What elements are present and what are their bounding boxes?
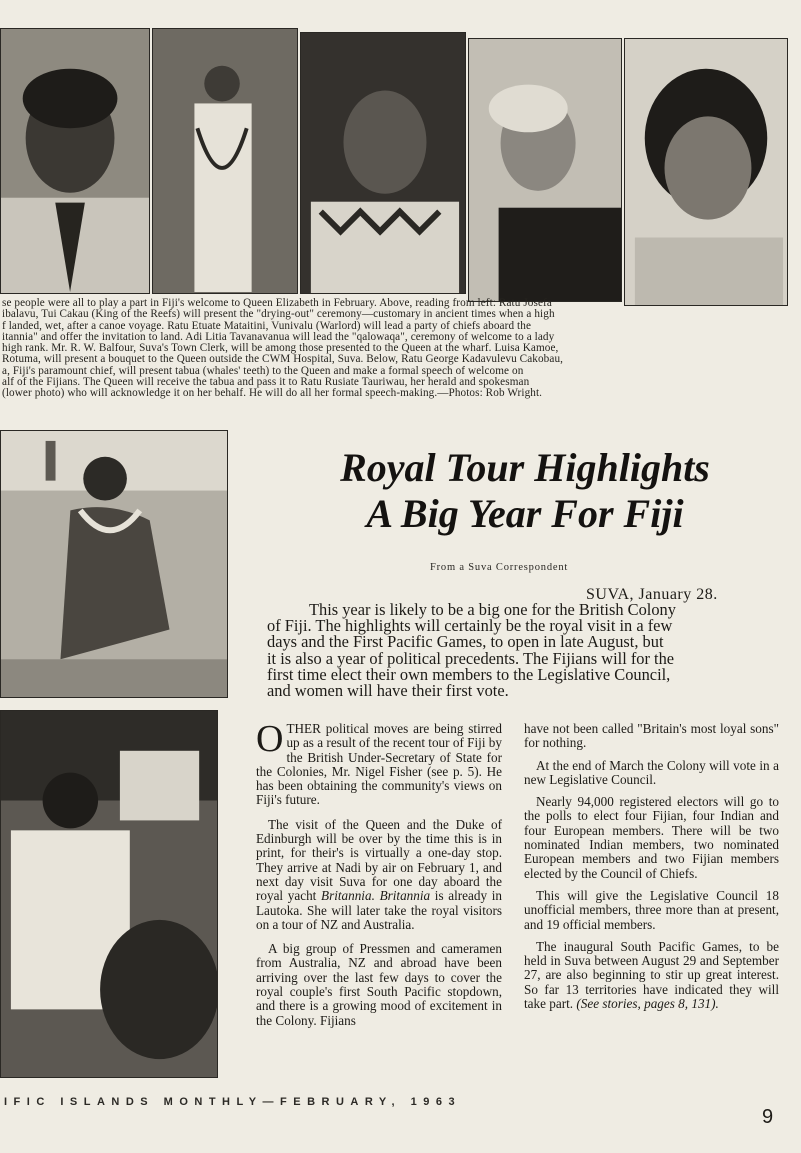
paragraph: This will give the Legislative Council 18 unofficial members, three more than at present, and 19 official members. — [524, 887, 779, 932]
yacht-name: Britannia. — [321, 888, 375, 904]
lede-line: This year is likely to be a big one for the British Colony — [309, 600, 676, 619]
paragraph — [256, 718, 502, 808]
lede-line: it is also a year of political precedents. The Fijians will for the — [267, 648, 675, 668]
caption-line: ibalavu, Tui Cakau (King of the Reefs) will present the "drying-out" ceremony—customary in ancient times when a high — [2, 309, 555, 321]
headline-line: A Big Year For Fiji — [366, 491, 684, 536]
article-column-left — [256, 718, 503, 1038]
cross-reference: (See stories, pages 8, 131). — [576, 996, 719, 1012]
lede-line: of Fiji. The highlights will certainly be the royal visit in a few — [267, 616, 673, 636]
page-number: 9 — [762, 1106, 774, 1128]
paragraph: At the end of March the Colony will vote in a new Legislative Council. — [524, 757, 779, 787]
paragraph: have not been called "Britain's most loyal sons" for nothing. — [524, 721, 779, 751]
caption-line: se people were all to play a part in Fiji's welcome to Queen Elizabeth in February. Above, reading from left: Ratu Josefa — [2, 298, 552, 309]
lede-line: and women will have their first vote. — [267, 681, 509, 701]
lede-line: first time elect their own members to the Legislative Council, — [267, 664, 671, 684]
lede-line: days and the First Pacific Games, to open in late August, but — [267, 632, 664, 652]
photo-ratu-josefa — [0, 28, 150, 294]
photo-adi-litia — [300, 32, 466, 294]
paragraph — [524, 940, 779, 1011]
photo-ratu-etuate — [152, 28, 298, 294]
drop-cap: O — [256, 718, 284, 760]
photo-mr-balfour — [468, 38, 622, 302]
caption-line: (lower photo) who will acknowledge it on her behalf. He will do all her formal speech-making.—Photos: Rob Wright. — [2, 388, 543, 400]
caption-line: a, Fiji's paramount chief, will present tabua (whales' teeth) to the Queen and make a formal speech of welcome on — [2, 365, 524, 377]
yacht-name: Britannia — [379, 888, 431, 904]
byline: From a Suva Correspondent — [430, 562, 569, 573]
paragraph-text: is already in Lautoka. She will later take the royal visitors on a tour of NZ and Australia. — [256, 888, 503, 932]
paragraph-text: The visit of the Queen and the Duke of Edinburgh will be over by the time this is in print, for their's is virtually a one-day stop. They arrive at Nadi by air on February 1, and next day visit Suva for one day aboard the royal yacht — [256, 816, 502, 904]
standing-chief-icon — [153, 29, 297, 293]
paragraph-text: THER political moves are being stirred up as a result of the recent tour of Fiji by the British Under-Secretary of State for the Colonies, Mr. Nigel Fisher (see p. 5). He has been obtaining the community's views on Fiji's future. — [256, 721, 502, 808]
dateline: SUVA, January 28. — [586, 586, 718, 603]
portrait-young-woman-icon — [625, 39, 787, 305]
photo-luisa-kamoe — [624, 38, 788, 306]
paragraph: Nearly 94,000 registered electors will go to the polls to elect four Fijian, four Indian and four European members. There will be two nominated Indian members, two nominated European members and two Fijian members elected by the Council of Chiefs. — [524, 794, 779, 881]
paragraph — [256, 818, 502, 932]
caption-line: high rank. Mr. R. W. Balfour, Suva's Town Clerk, will be among those presented to the Queen at the wharf. Luisa Kamoe, — [2, 343, 559, 355]
caption-line: itannia" and offer the invitation to land. Adi Litia Tavanavanua will lead the "qalowaqa", ceremony of welcome to a lady — [2, 331, 555, 343]
caption-line: f landed, wet, after a canoe voyage. Ratu Etuate Mataitini, Vunivalu (Warlord) will lead a party of chiefs aboard the — [2, 320, 532, 332]
caption-line: alf of the Fijians. The Queen will receive the tabua and pass it to Ratu Rusiate Tauriwau, her herald and spokesman — [2, 377, 530, 389]
article-column-right — [524, 722, 779, 1019]
photo-ratu-rusiate-tauriwau — [0, 710, 218, 1078]
caption-line: Rotuma, will present a bouquet to the Queen outside the CWM Hospital, Suva. Below, Ratu George Kadavulevu Cakobau, — [2, 354, 564, 366]
portrait-woman-icon — [301, 33, 465, 293]
portrait-man-icon — [1, 29, 149, 293]
paragraph — [256, 942, 502, 1028]
headline-line: Royal Tour Highlights — [340, 445, 710, 490]
magazine-footer: IFIC ISLANDS MONTHLY—FEBRUARY, 1963 — [4, 1096, 462, 1108]
herald-seated-icon — [1, 711, 217, 1077]
article-lede — [267, 602, 765, 699]
photo-caption — [2, 298, 792, 400]
article-headline — [260, 445, 790, 537]
portrait-wigged-man-icon — [469, 39, 621, 301]
photo-ratu-george-cakobau — [0, 430, 228, 698]
paragraph-text: The inaugural South Pacific Games, to be held in Suva between August 29 and September 27, are also beginning to stir up great interest. So far 13 territories have indicated they will take part. — [524, 938, 779, 1012]
paragraph-text: A big group of Pressmen and cameramen from Australia, NZ and abroad have been arriving over the last few days to cover the royal couple's first South Pacific stopdown, and there is a growing mood of excitement in the Colony. Fijians — [256, 941, 502, 1028]
ceremony-chief-icon — [1, 431, 227, 697]
